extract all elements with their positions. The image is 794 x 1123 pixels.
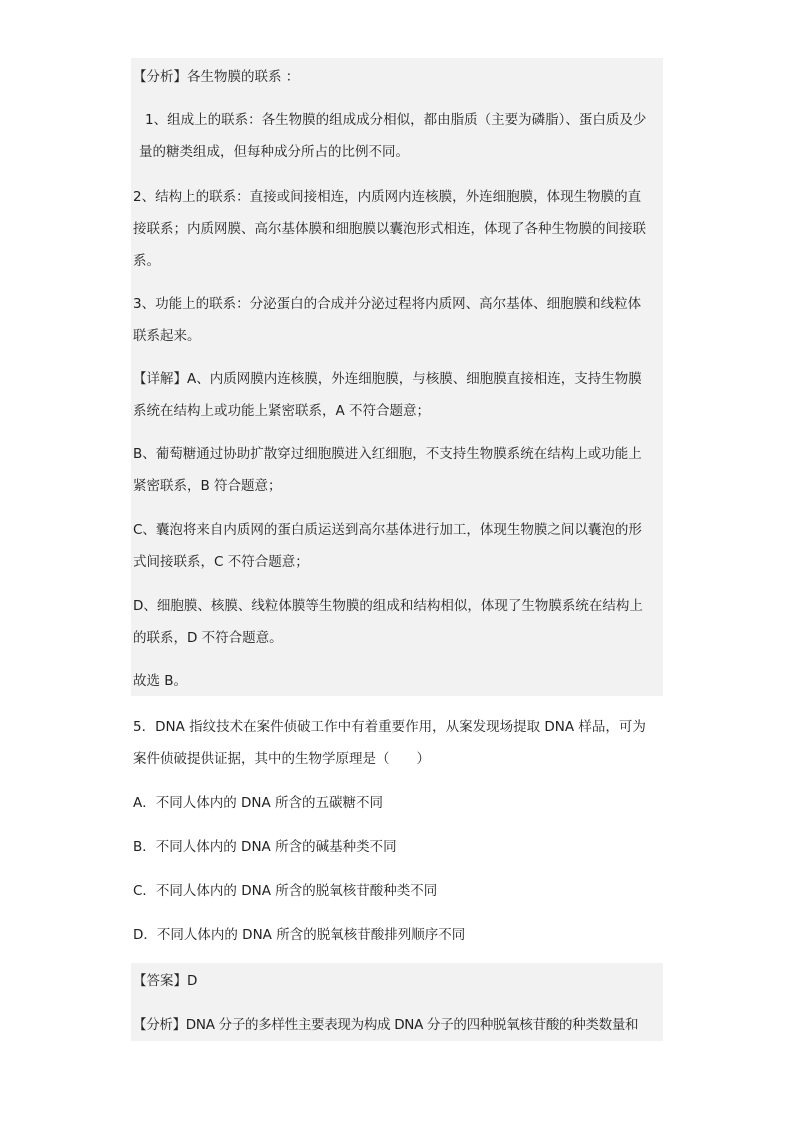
question-5-option-a: A．不同人体内的 DNA 所含的五碳糖不同 bbox=[133, 795, 384, 811]
detail-option-d: D、细胞膜、核膜、线粒体膜等生物膜的组成和结构相似，体现了生物膜系统在结构上 的联系，D 不符合题意。 bbox=[133, 598, 643, 646]
analysis-point-3: 3、功能上的联系：分泌蛋白的合成并分泌过程将内质网、高尔基体、细胞膜和线粒体 联系起来。 bbox=[133, 296, 642, 344]
analysis-point-1: 1、组成上的联系：各生物膜的组成成分相似，都由脂质（主要为磷脂）、蛋白质及少 量的糖类组成，但每种成分所占的比例不同。 bbox=[139, 112, 647, 160]
answer-line: 【答案】D bbox=[133, 973, 198, 989]
question-5-option-b: B．不同人体内的 DNA 所含的碱基种类不同 bbox=[133, 839, 397, 855]
answer-analysis: 【分析】DNA 分子的多样性主要表现为构成 DNA 分子的四种脱氧核苷酸的种类数量和 bbox=[133, 1017, 639, 1033]
choose-answer: 故选 B。 bbox=[133, 673, 188, 689]
question-5-stem: 5．DNA 指纹技术在案件侦破工作中有着重要作用，从案发现场提取 DNA 样品，可为 案件侦破提供证据，其中的生物学原理是（ ） bbox=[133, 719, 646, 767]
detail-option-c: C、囊泡将来自内质网的蛋白质运送到高尔基体进行加工，体现生物膜之间以囊泡的形 式间接联系，C 不符合题意； bbox=[133, 522, 642, 570]
analysis-title: 【分析】各生物膜的联系 ： bbox=[133, 69, 300, 85]
question-5-option-c: C．不同人体内的 DNA 所含的脱氧核苷酸种类不同 bbox=[133, 883, 438, 899]
question-5-option-d: D．不同人体内的 DNA 所含的脱氧核苷酸排列顺序不同 bbox=[133, 927, 466, 943]
analysis-point-2: 2、结构上的联系：直接或间接相连，内质网内连核膜，外连细胞膜，体现生物膜的直 接联系；内质网膜、高尔基体膜和细胞膜以囊泡形式相连，体现了各种生物膜的间接联 系。 bbox=[133, 189, 646, 269]
detail-option-b: B、葡萄糖通过协助扩散穿过细胞膜进入红细胞，不支持生物膜系统在结构上或功能上 紧密联系，B 符合题意； bbox=[133, 446, 642, 494]
detail-option-a: 【详解】A、内质网膜内连核膜，外连细胞膜，与核膜、细胞膜直接相连，支持生物膜 系统在结构上或功能上紧密联系，A 不符合题意； bbox=[133, 371, 642, 419]
